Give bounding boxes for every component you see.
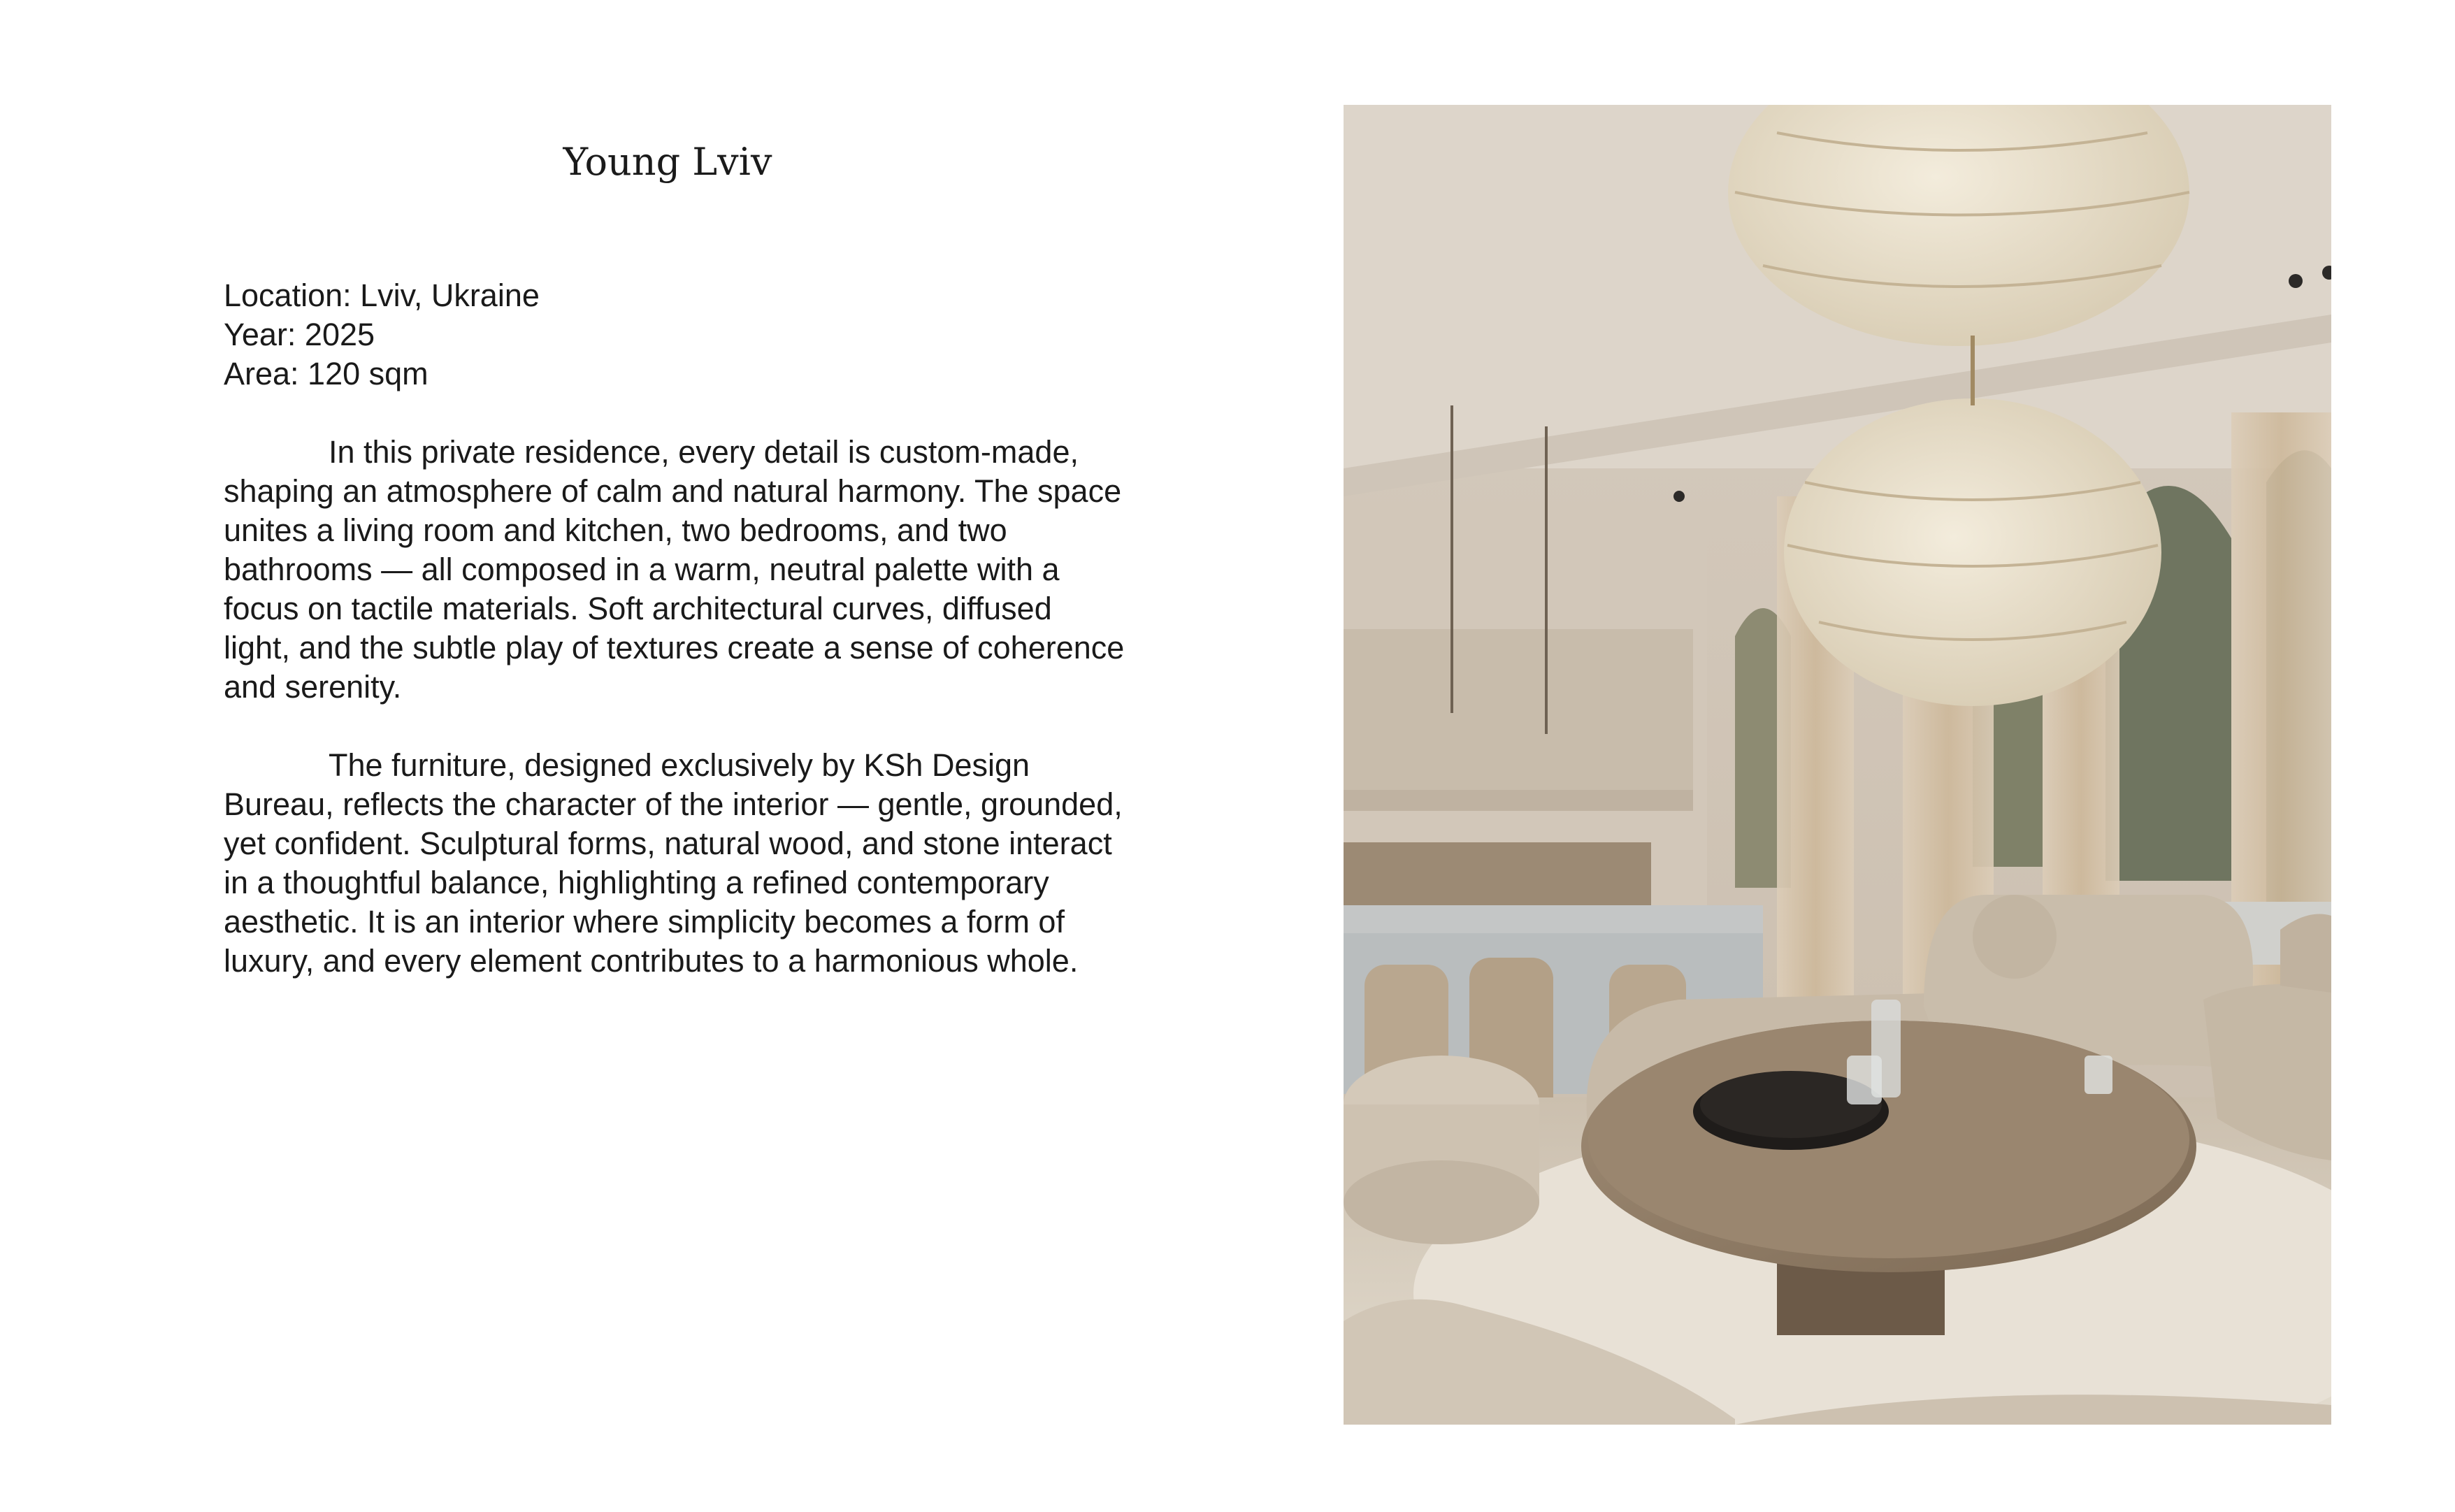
location-line: Location: Lviv, Ukraine xyxy=(224,278,540,313)
project-details xyxy=(224,276,1125,394)
description-paragraph-2: The furniture, designed exclusively by KSh Design Bureau, reflects the character of the interior — gentle, grounded, yet confident. Sculptural forms, natural wood, and stone interact in a thoughtful balance, highlighting a refined contemporary aesthetic. It is an interior where simplicity becomes a form of luxury, and every element contributes to a harmonious whole. xyxy=(224,747,1123,979)
description-paragraph-1: In this private residence, every detail is custom-made, shaping an atmosphere of calm and natural harmony. The space unites a living room and kitchen, two bedrooms, and two bathrooms — all composed in a warm, neutral palette with a focus on tactile materials. Soft architectural curves, diffused light, and the subtle play of textures create a sense of coherence and serenity. xyxy=(224,434,1125,705)
area-line: Area: 120 sqm xyxy=(224,356,429,391)
text-column xyxy=(224,276,1125,981)
page-title: Young Lviv xyxy=(563,140,772,184)
interior-photo xyxy=(1344,105,2331,1425)
year-line: Year: 2025 xyxy=(224,317,375,352)
interior-illustration xyxy=(1344,105,2331,1425)
